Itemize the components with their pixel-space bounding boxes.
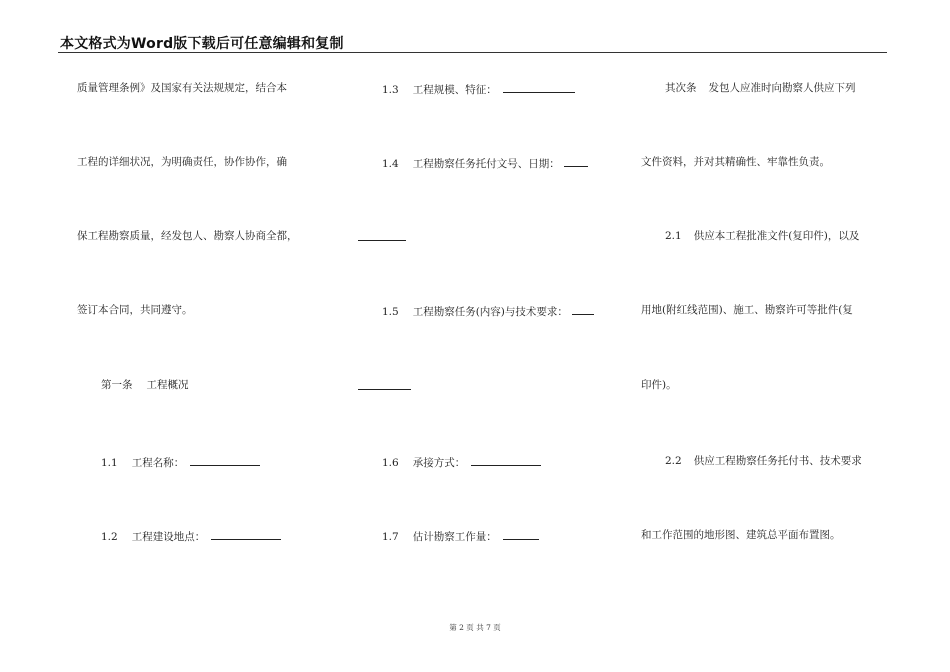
- item-1-5: [382, 304, 594, 319]
- item-1-6-label: 承接方式：: [412, 457, 466, 469]
- item-1-2-label: 工程建设地点：: [131, 531, 206, 543]
- article-2-text: 发包人应准时向勘察人供应下列: [708, 82, 856, 94]
- item-2-2: [665, 455, 862, 468]
- item-1-4-blank-line-2: [358, 230, 406, 241]
- item-1-4-number: 1.4: [382, 158, 399, 170]
- item-1-5-blank-line-2: [358, 379, 411, 390]
- item-2-1-number: 2.1: [665, 230, 682, 242]
- item-1-4: [382, 156, 588, 171]
- item-2-2-text: 供应工程勘察任务托付书、技术要求: [693, 455, 862, 467]
- col1-line-1: 质量管理条例》及国家有关法规规定，结合本: [77, 82, 287, 94]
- page-number-footer: 第 2 页 共 7 页: [449, 623, 501, 632]
- document-header-title: 本文格式为Word版下载后可任意编辑和复制: [60, 36, 344, 52]
- item-1-2: [101, 529, 281, 544]
- item-1-5-blank-continued: [358, 379, 411, 394]
- item-1-1-label: 工程名称：: [131, 457, 185, 469]
- item-1-7: [382, 529, 539, 544]
- col1-line-2: 工程的详细状况，为明确责任，协作协作，确: [77, 156, 287, 168]
- col1-line-3: 保工程勘察质量，经发包人、勘察人协商全都，: [77, 230, 298, 242]
- item-1-7-blank: [503, 529, 539, 540]
- item-1-1-blank: [190, 455, 260, 466]
- item-1-6-number: 1.6: [382, 457, 399, 469]
- article-2-heading: [665, 82, 856, 95]
- item-1-7-label: 估计勘察工作量：: [412, 531, 497, 543]
- col3-line-4: 用地(附红线范围)、施工、勘察许可等批件(复: [641, 304, 853, 316]
- item-1-4-blank-continued: [358, 230, 406, 245]
- item-1-4-label: 工程勘察任务托付文号、日期：: [412, 158, 560, 170]
- item-1-1-number: 1.1: [101, 457, 118, 469]
- item-1-2-number: 1.2: [101, 531, 118, 543]
- item-1-5-label: 工程勘察任务(内容)与技术要求：: [412, 306, 568, 318]
- item-1-6-blank: [471, 455, 541, 466]
- item-1-5-number: 1.5: [382, 306, 399, 318]
- item-1-3-number: 1.3: [382, 84, 399, 96]
- header-divider: [58, 52, 887, 53]
- item-1-2-blank: [211, 529, 281, 540]
- item-1-6: [382, 455, 541, 470]
- item-2-2-number: 2.2: [665, 455, 682, 467]
- article-1-heading: [101, 379, 189, 392]
- col3-line-2: 文件资料，并对其精确性、牢靠性负责。: [641, 156, 830, 168]
- item-1-1: [101, 455, 260, 470]
- col1-line-4: 签订本合同，共同遵守。: [77, 304, 193, 316]
- item-1-7-number: 1.7: [382, 531, 399, 543]
- item-1-4-blank: [564, 156, 588, 167]
- item-2-1-text: 供应本工程批准文件(复印件)，以及: [693, 230, 860, 242]
- item-1-3: [382, 82, 575, 97]
- article-1-number: 第一条: [101, 379, 133, 391]
- item-1-3-blank: [503, 82, 575, 93]
- item-2-1: [665, 230, 859, 243]
- item-1-3-label: 工程规模、特征：: [412, 84, 497, 96]
- item-1-5-blank: [572, 304, 594, 315]
- col3-line-5: 印件)。: [641, 379, 677, 391]
- col3-line-7: 和工作范围的地形图、建筑总平面布置图。: [641, 529, 841, 541]
- article-2-number: 其次条: [665, 82, 697, 94]
- article-1-title: 工程概况: [146, 379, 189, 391]
